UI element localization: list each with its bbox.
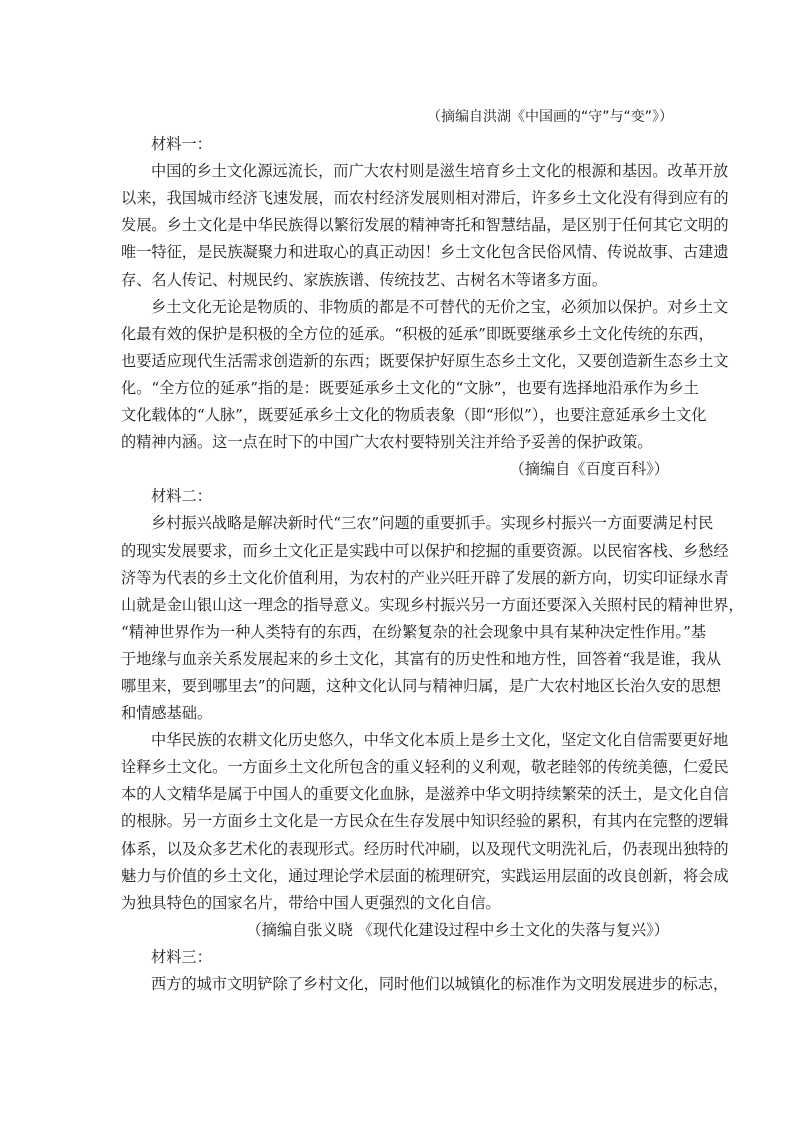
- text-line: 西方的城市文明铲除了乡村文化，同时他们以城镇化的标准作为文明发展进步的标志，: [151, 975, 729, 993]
- section-heading: 材料三：: [151, 947, 212, 966]
- text-line: 唯一特征，是民族凝聚力和进取心的真正动因！乡土文化包含民俗风情、传说故事、古建遗: [121, 243, 729, 262]
- text-line: 的现实发展要求，而乡土文化正是实践中可以保护和挖掘的重要资源。以民宿客栈、乡愁经: [121, 541, 729, 560]
- text-line: 和情感基础。: [121, 704, 213, 723]
- text-line: 文化载体的“人脉”，既要延承乡土文化的物质表象（即“形似”），也要注意延承乡土文化: [121, 406, 707, 425]
- text-line: 体系，以及众多艺术化的表现形式。经历时代冲刷，以及现代文明洗礼后，仍表现出独特的: [121, 839, 729, 858]
- source-citation: （摘编自张义晓 《现代化建设过程中乡土文化的失落与复兴》）: [246, 920, 669, 939]
- text-line: 发展。乡土文化是中华民族得以繁衍发展的精神寄托和智慧结晶，是区别于任何其它文明的: [121, 216, 729, 235]
- text-line: 诠释乡土文化。一方面乡土文化所包含的重义轻利的义利观，敬老睦邻的传统美德，仁爱民: [121, 758, 729, 777]
- text-line: 乡村振兴战略是解决新时代“三农”问题的重要抓手。实现乡村振兴一方面要满足村民: [151, 514, 714, 533]
- text-line: 化最有效的保护是积极的全方位的延承。“积极的延承”即既要继承乡土文化传统的东西，: [121, 324, 714, 343]
- text-line: 为独具特色的国家名片，带给中国人更强烈的文化自信。: [121, 893, 501, 912]
- text-line: 中国的乡土文化源远流长，而广大农村则是滋生培育乡土文化的根源和基因。改革开放: [151, 162, 729, 181]
- text-line: 中华民族的农耕文化历史悠久，中华文化本质上是乡土文化，坚定文化自信需要更好地: [151, 731, 729, 750]
- text-line: 以来，我国城市经济飞速发展，而农村经济发展则相对滞后，许多乡土文化没有得到应有的: [121, 189, 729, 208]
- text-line: 于地缘与血亲关系发展起来的乡土文化，其富有的历史性和地方性，回答着“我是谁，我从: [121, 649, 722, 668]
- text-line: 也要适应现代生活需求创造新的东西；既要保护好原生态乡土文化，又要创造新生态乡土文: [121, 351, 729, 370]
- section-heading: 材料一：: [151, 135, 212, 154]
- text-line: 济等为代表的乡土文化价值利用，为农村的产业兴旺开辟了发展的新方向，切实印证绿水青: [121, 568, 729, 587]
- text-line: 存、名人传记、村规民约、家族族谱、传统技艺、古树名木等诸多方面。: [121, 270, 607, 289]
- text-line: 乡土文化无论是物质的、非物质的都是不可替代的无价之宝，必须加以保护。对乡土文: [151, 297, 729, 316]
- text-line: 的精神内涵。这一点在时下的中国广大农村要特别关注并给予妥善的保护政策。: [121, 433, 653, 452]
- text-line: 本的人文精华是属于中国人的重要文化血脉，是滋养中华文明持续繁荣的沃土，是文化自信: [121, 785, 729, 804]
- source-citation: （摘编自《百度百科》）: [509, 460, 669, 479]
- section-heading: 材料二：: [151, 487, 212, 506]
- text-line: 的根脉。另一方面乡土文化是一方民众在生存发展中知识经验的累积，有其内在完整的逻辑: [121, 812, 729, 831]
- document-body: [121, 104, 744, 998]
- text-line: 哪里来，要到哪里去”的问题，这种文化认同与精神归属，是广大农村地区长治久安的思想: [121, 676, 722, 695]
- text-line: 魅力与价值的乡土文化，通过理论学术层面的梳理研究，实践运用层面的改良创新，将会成: [121, 866, 729, 885]
- text-line: “精神世界作为一种人类特有的东西，在纷繁复杂的社会现象中具有某种决定性作用。”基: [121, 622, 707, 641]
- source-citation: （摘编自洪湖《中国画的“守”与“变”》）: [426, 109, 673, 125]
- text-line: 山就是金山银山这一理念的指导意义。实现乡村振兴另一方面还要深入关照村民的精神世界，: [121, 595, 744, 614]
- text-line: 化。“全方位的延承”指的是：既要延承乡土文化的“文脉”，也要有选择地沿承作为乡土: [121, 378, 699, 397]
